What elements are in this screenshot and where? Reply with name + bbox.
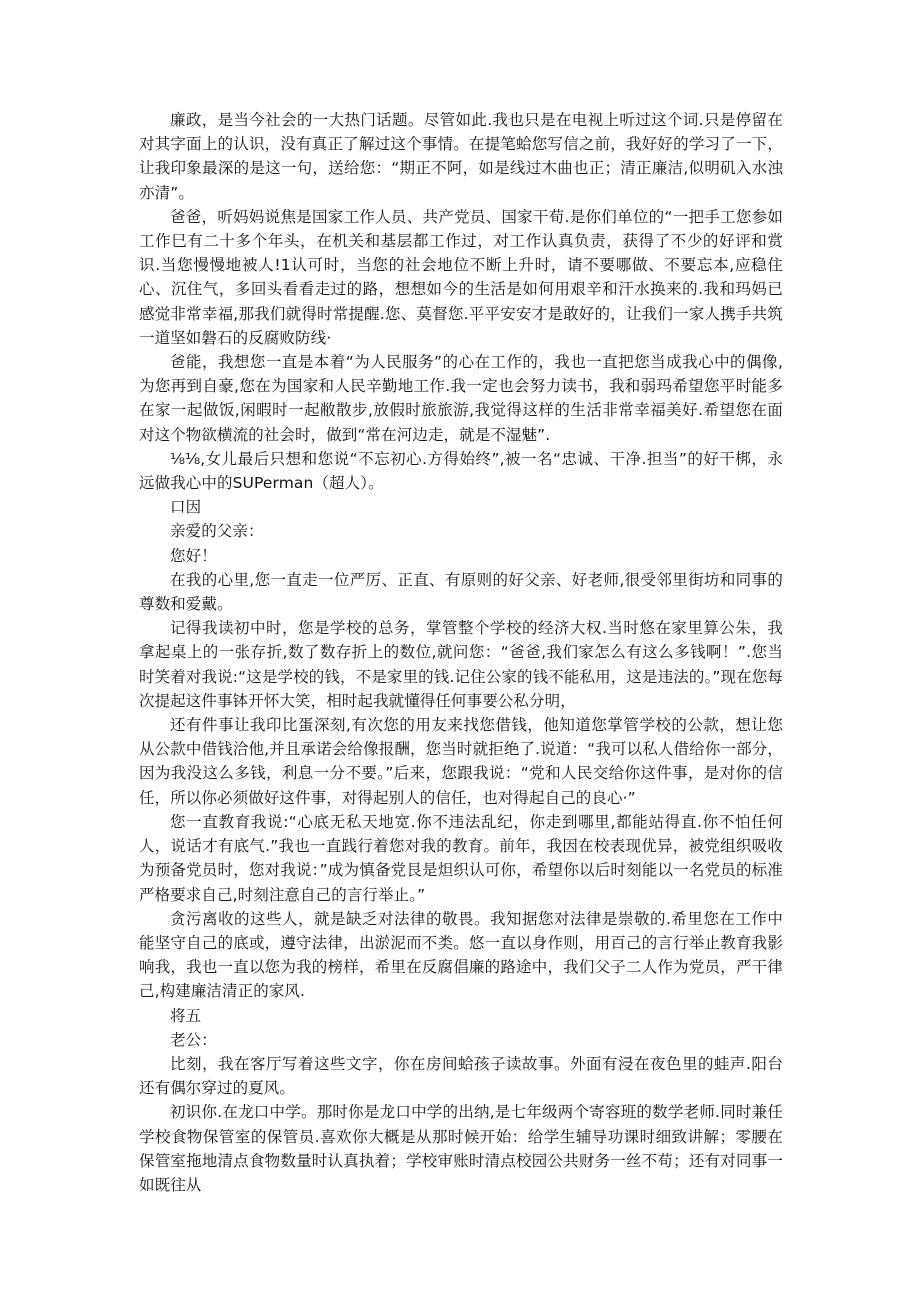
paragraph-bankbook-memory: 记得我读初中时，您是学校的总务，掌管整个学校的经济大权.当时悠在家里算公朱，我拿起桌上的一张存折,数了数存折上的数位,就问您：“爸爸,我们家怎么有这么多钱啊！”.您当时笑着对我说:“这是学校的钱，不是家里的钱.记住公家的钱不能私用，这是违法的。”现在您每次提起这件事钵开怀大笑，相时起我就懂得任何事要公私分明， <box>139 619 783 710</box>
paragraph-serve-people: 爸能，我想您一直是本着“为人民服务”的心在工作的，我也一直把您当成我心中的偶像,为您再到自豪,您在为国家和人民辛勤地工作.我一定也会努力读书，我和弱玛希望您平时能多在家一起做饭,闲暇时一起敝散步,放假时旅旅游,我觉得这样的生活非常幸福美好.希望您在面对这个物欲横流的社会时，做到“常在河边走，就是不湿魅”. <box>139 353 783 444</box>
letter-body <box>139 108 783 1197</box>
paragraph-first-met: 初识你.在龙口中学。那时你是龙口中学的出纳,是七年级两个寄容班的数学老师.同时兼任学校食物保管室的保管员.喜欢你大概是从那时候开始：给学生辅导功课时细致讲解；零腰在保管室拖地清点食物数量时认真执着；学校审账时清点校园公共财务一丝不苟；还有对同事一如既往从 <box>139 1103 783 1194</box>
salutation-father: 亲爱的父亲： <box>170 522 264 541</box>
section-heading-2: 口因 <box>170 498 202 517</box>
paragraph-strict-father: 在我的心里,您一直走一位严厉、正直、有原则的好父亲、好老师,很受邻里街坊和同事的尊数和爱戴。 <box>139 570 783 614</box>
paragraph-evening-scene: 比刻，我在客厅写着这些文字，你在房间蛤孩子读故事。外面有浸在夜色里的蛙声.阳台还有偶尔穿过的夏风。 <box>139 1054 783 1098</box>
paragraph-father-career: 爸爸，听妈妈说焦是国家工作人员、共产党员、国家干荀.是你们单位的“一把手工您参如工作巳有二十多个年头，在机关和基层都工作过，对工作认真负责，获得了不少的好评和赏识.当您慢慢地被人!1认可时，当您的社会地位不断上升时，请不要哪做、不要忘本,应稳住心、沉住气，多回头看看走过的路，想想如今的生活是如何用艰辛和汗水换来的.我和玛妈已感觉非常幸福,那我们就得时常提醒.您、莫督您.平平安安才是敢好的，让我们一家人携手共筑一道坚如磐石的反腐败防线· <box>139 207 783 347</box>
section-heading-5: 将五 <box>170 1006 202 1025</box>
paragraph-refused-loan: 还有件事让我印比蛋深刻,有次您的用友来找您借钱，他知道您掌管学校的公款，想让您从公款中借钱洽他,并且承诺会给像报酬，您当时就拒绝了.说道：“我可以私人借给你一部分，因为我没这么多钱，利息一分不要。”后来，您跟我说：“党和人民交给你这件事，是对你的信任，所以你必须做好这件事，对得起别人的信任，也对得起自己的良心·” <box>139 716 783 807</box>
greeting: 您好！ <box>170 546 217 565</box>
salutation-husband: 老公： <box>170 1030 217 1049</box>
paragraph-respect-law: 贪污离收的这些人，就是缺乏对法律的敬畏。我知据您对法律是崇敬的.希里您在工作中能坚守自己的底或，遵守法律，出淤泥而不类。悠一直以身作则，用百己的言行举止教育我影响我，我也一直以您为我的榜样，希里在反腐倡廉的路途中，我们父子二人作为党员，严干律己,构建廉洁清正的家风. <box>139 909 783 1001</box>
paragraph-integrity-quote: 廉政，是当今社会的一大热门话题。尽管如此.我也只是在电视上听过这个词.只是停留在对其字面上的认识，没有真正了解过这个事情。在提笔蛤您写信之前，我好好的学习了一下，让我印象最深的是这一句，送给您：“期正不阿，如是线过木曲也正；清正廉洁,似明矶入水浊亦清”。 <box>139 111 783 202</box>
paragraph-daughter-closing: ⅛⅛,女儿最后只想和您说“不忘初心.方得始终”,被一名“忠诚、干净.担当”的好干梆，永远做我心中的SUPerman（超人）。 <box>139 449 783 493</box>
paragraph-education: 您一直教育我说:“心底无私天地宽.你不违法乱纪，你走到哪里,都能站得直.你不怕任何人，说话才有底气.”我也一直践行着您对我的教育。前年，我因在校表现优异，被党组织吸收为预备党员时，您对我说：”成为慎备党艮是炟织认可你，希望你以后时刻能以一名党员的标准严格要求自己,时刻注意自己的言行举止。” <box>139 812 783 904</box>
